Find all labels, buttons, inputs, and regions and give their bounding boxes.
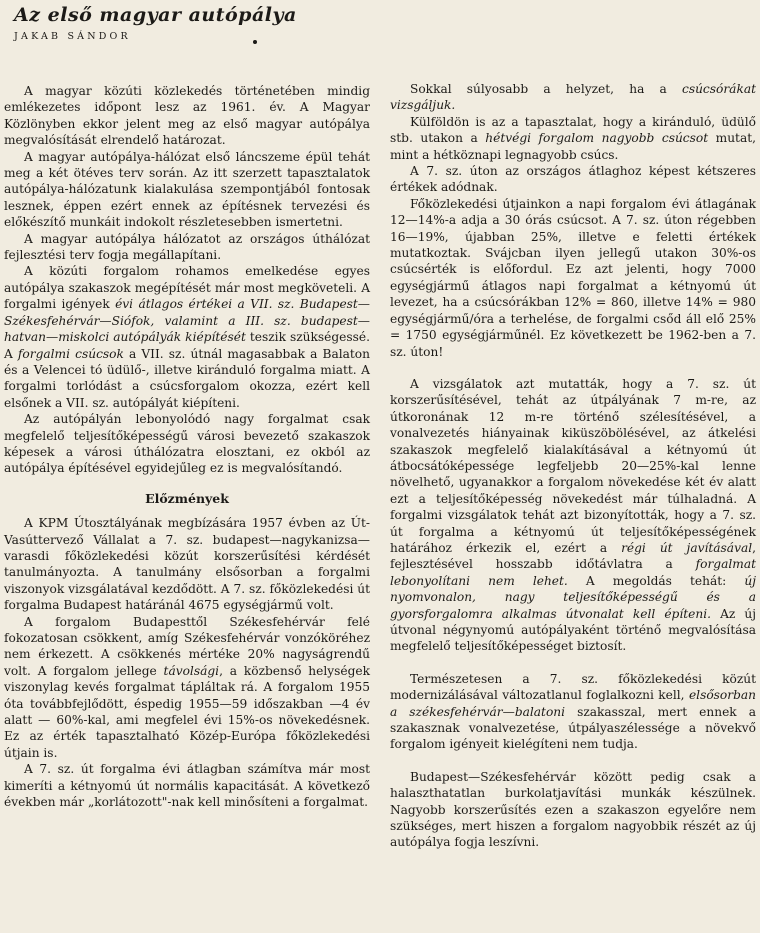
left-column — [4, 83, 370, 810]
print-dot — [253, 40, 257, 44]
right-column — [390, 81, 756, 851]
emphasis: régi út javításával — [621, 540, 753, 555]
paragraph: A 7. sz. úton az országos átlaghoz képest kétszeres értékek adódnak. — [390, 164, 756, 195]
paragraph — [390, 114, 756, 163]
paragraph: Az autópályán lebonyolódó nagy forgalmat csak megfelelő teljesítőképességű városi bevezető szakaszok képesek a városi úthálózatra elosztani, ez okból az autópálya építésével egyidejűleg ez is megvalósítandó. — [4, 412, 370, 476]
emphasis: évi átlagos értékei a VII. sz. Budapest—Székesfehérvár—Siófok, valamint a III. sz. budapest—hatvan—miskolci autópályák kiépítését — [4, 297, 370, 345]
text-run: Természetesen a 7. sz. főközlekedési közút modernizálásával változatlanul foglalkozni kell, — [390, 671, 756, 703]
paragraph — [390, 81, 756, 114]
paragraph: A magyar autópálya-hálózat első láncszeme épül tehát meg a két ötéves terv során. Az itt szerzett tapasztalatok autópálya-hálózatunk kialakulása szempontjából fontosak lesznek, éppen ezért ennek az építésnek tervezési és előkészítő munkáit indokolt részletesebben ismertetni. — [4, 149, 370, 230]
emphasis: hétvégi forgalom nagyobb csúcsot — [485, 131, 709, 146]
paragraph — [4, 614, 370, 762]
emphasis: forgalmat lebonyolítani nem lehet. — [390, 557, 756, 588]
author-byline: JAKAB SÁNDOR — [14, 31, 131, 42]
paragraph — [390, 376, 756, 655]
paragraph: A 7. sz. út forgalma évi átlagban számítva már most kimeríti a kétnyomú út normális kapacitását. A következő években már „korlátozott"-nak kell minősíteni a forgalmat. — [4, 762, 370, 810]
text-run: Sokkal súlyosabb a helyzet, ha a — [410, 82, 682, 96]
paragraph: A KPM Útosztályának megbízására 1957 évben az Út-Vasúttervező Vállalat a 7. sz. budapest—nagykanizsa—varasdi főközlekedési közút korszerűsítési kérdését tanulmányozta. A tanulmány elsősorban a forgalmi viszonyok vizsgálatával kezdődött. A 7. sz. főközlekedési út forgalma Budapest határánál 4675 egységjármű volt. — [4, 516, 370, 613]
emphasis: új nyomvonalon, nagy teljesítőképességű és a gyorsforgalomra alkalmas útvonalat kell építeni. — [390, 573, 756, 621]
text-run: A forgalom Budapesttől Székesfehérvár felé fokozatosan csökkent, amíg Székesfehérvár vonzóköréhez nem érkezett. A csökkenés mértéke 20% nagyságrendű volt. A forgalom jellege — [4, 614, 370, 678]
paragraph: Főközlekedési útjainkon a napi forgalom évi átlagának 12—14%-a adja a 30 órás csúcsot. A 7. sz. úton régebben 16—19%, újabban 25%, illetve e feletti értékek mutatkoztak. Svájcban ilyen jellegű utakon 30%-os csúcsérték is előfordul. Ez azt jelenti, hogy 7000 egységjármű átlagos napi forgalmat a kétnyomú út levezet, ha a csúcsórákban 12% = 860, illetve 14% = 980 egységjármű/óra a terhelése, de forgalmi csőd áll elő 25% = 1750 egységjárműnél. Ez következett be 1962-ben a 7. sz. úton! — [390, 196, 756, 359]
emphasis: távolsági — [163, 663, 220, 678]
text-run: szakasszal, mert ennek a szakasznak vonalvezetése, útpályaszélessége a növekvő forgalom igényeit kielégíteni nem tudja. — [390, 704, 756, 752]
emphasis: elsősorban a székesfehérvár—balatoni — [390, 688, 756, 719]
text-run: A közúti forgalom rohamos emelkedése egyes autópálya szakaszok megépítését már most megköveteli. A forgalmi igények — [4, 264, 370, 312]
text-run: , fejlesztésével hosszabb időtávlatra a — [390, 540, 756, 572]
emphasis: forgalmi csúcsok — [17, 346, 124, 361]
paragraph — [390, 671, 756, 753]
text-run: Külföldön is az a tapasztalat, hogy a kiránduló, üdülő stb. utakon a — [390, 114, 756, 146]
article-title: Az első magyar autópálya — [14, 4, 297, 26]
text-run: , a közbenső helységek viszonylag kevés forgalmat tápláltak rá. A forgalom 1955 óta továbbfejlődött, éspedig 1955—59 időszakban —4 év alatt — 60%-kal, ami megfelel évi 15%-os növekedésnek. Ez az érték tapasztalható Közép-Európa főközlekedési útjain is. — [4, 663, 370, 760]
text-run: Az új útvonal négynyomú autópályaként történő megvalósítása megfelelő teljesítőképességet biztosít. — [390, 606, 756, 654]
paragraph: Budapest—Székesfehérvár között pedig csak a halaszthatatlan burkolatjavítási munkák készülnek. Nagyobb korszerűsítés ezen a szakaszon egyelőre nem szükséges, mert hiszen a forgalom nagyobbik részét az új autópálya fogja leszívni. — [390, 769, 756, 850]
text-run: A vizsgálatok azt mutatták, hogy a 7. sz. út korszerűsítésével, tehát az útpályának 7 m-re, az útkoronának 12 m-re történő szélesítésével, a vonalvezetés hiányainak kiküszöbölésével, az átkelési szakaszok megfelelő kialakításával a kétnyomú út átbocsátóképessége legfeljebb 20—25%-kal lenne növelhető, ugyanakkor a forgalom növekedése két év alatt ezt a teljesítőképesség növekedést már túlhaladná. A forgalmi vizsgálatok tehát azt bizonyították, hogy a 7. sz. út forgalma a kétnyomú út teljesítőképességének határához érkezik el, ezért a — [390, 376, 756, 555]
paragraph: A magyar autópálya hálózatot az országos úthálózat fejlesztési terv fogja megállapítani. — [4, 231, 370, 263]
text-run: mutat, mint a hétköznapi legnagyobb csúcs. — [390, 131, 756, 162]
paragraph — [4, 263, 370, 411]
section-heading: Előzmények — [145, 490, 229, 506]
paragraph: A magyar közúti közlekedés történetében mindig emlékezetes időpont lesz az 1961. év. A Magyar Közlönyben ekkor jelent meg az első magyar autópálya megvalósítását elrendelő határozat. — [4, 84, 370, 148]
text-run: A megoldás tehát: — [567, 573, 745, 588]
text-run: a VII. sz. útnál magasabbak a Balaton és a Velencei tó üdülő-, illetve kiránduló forgalma miatt. A forgalmi torlódást a csúcsforgalom okozza, ezért kell elsőnek a VII. sz. autópályát kiépíteni. — [4, 346, 370, 410]
text-run: teszik szükségessé. A — [4, 330, 370, 361]
emphasis: csúcsórákat vizsgáljuk. — [390, 82, 756, 113]
